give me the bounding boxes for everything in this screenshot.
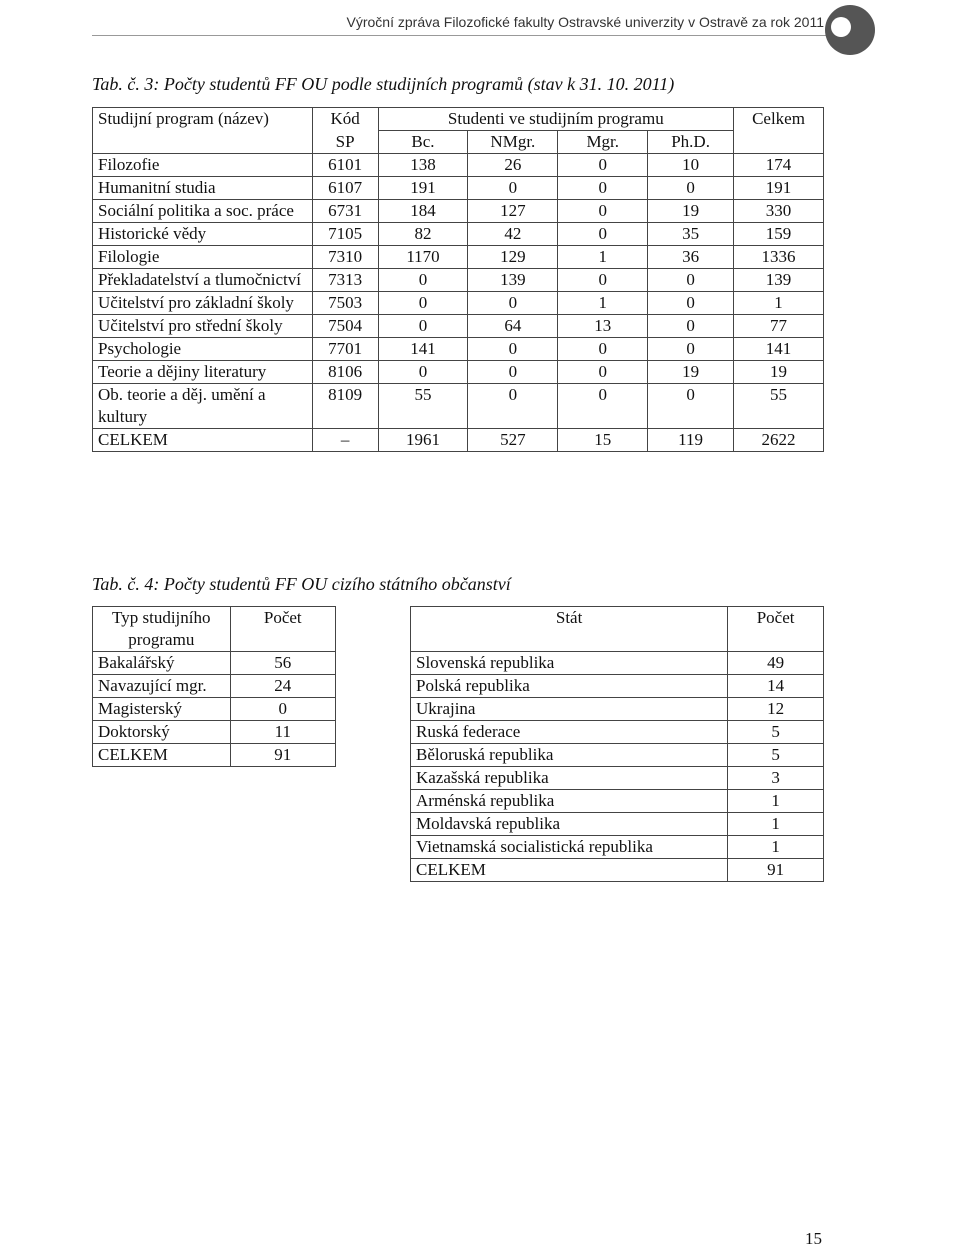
table4-program-table — [92, 606, 336, 767]
count-nmgr: 129 — [468, 246, 558, 269]
table-row — [411, 675, 824, 698]
count-mgr: 0 — [558, 338, 648, 361]
program-code: – — [312, 429, 378, 452]
count-bc: 141 — [378, 338, 468, 361]
country-count: 5 — [728, 744, 824, 767]
program-name: Překladatelství a tlumočnictví — [93, 269, 313, 292]
table-row — [93, 698, 336, 721]
table-row — [93, 292, 824, 315]
count-nmgr: 0 — [468, 292, 558, 315]
country-count: 3 — [728, 767, 824, 790]
table-row — [93, 246, 824, 269]
program-name: Humanitní studia — [93, 177, 313, 200]
table3-header-program: Studijní program (název) — [93, 108, 313, 131]
table3-header-bc: Bc. — [378, 131, 468, 154]
table-row — [93, 652, 336, 675]
table4-header-count-left: Počet — [230, 607, 335, 652]
table-row — [93, 361, 824, 384]
country-count: 91 — [728, 859, 824, 882]
table3-header-total: Celkem — [734, 108, 824, 131]
program-code: 7701 — [312, 338, 378, 361]
count-total: 1 — [734, 292, 824, 315]
count-bc: 0 — [378, 269, 468, 292]
count-mgr: 0 — [558, 177, 648, 200]
program-name: Teorie a dějiny literatury — [93, 361, 313, 384]
table-row — [411, 859, 824, 882]
country-count: 1 — [728, 790, 824, 813]
program-code: 7313 — [312, 269, 378, 292]
count-bc: 191 — [378, 177, 468, 200]
program-code: 8109 — [312, 384, 378, 429]
table4-caption: Tab. č. 4: Počty studentů FF OU cizího státního občanství — [92, 574, 511, 594]
count-mgr: 0 — [558, 223, 648, 246]
count-bc: 0 — [378, 292, 468, 315]
count-total: 2622 — [734, 429, 824, 452]
count-phd: 0 — [648, 384, 734, 429]
country-name: Moldavská republika — [411, 813, 728, 836]
table-row — [411, 652, 824, 675]
count-bc: 0 — [378, 315, 468, 338]
count-nmgr: 527 — [468, 429, 558, 452]
table-row — [93, 429, 824, 452]
count-phd: 35 — [648, 223, 734, 246]
count-mgr: 15 — [558, 429, 648, 452]
count-phd: 0 — [648, 177, 734, 200]
count-nmgr: 0 — [468, 384, 558, 429]
program-code: 7310 — [312, 246, 378, 269]
count-mgr: 1 — [558, 292, 648, 315]
table-row — [411, 767, 824, 790]
header-rule — [92, 35, 830, 36]
count-phd: 10 — [648, 154, 734, 177]
country-name: Kazašská republika — [411, 767, 728, 790]
table-row — [411, 813, 824, 836]
country-count: 14 — [728, 675, 824, 698]
count-bc: 82 — [378, 223, 468, 246]
program-type: Bakalářský — [93, 652, 231, 675]
country-name: CELKEM — [411, 859, 728, 882]
count-mgr: 1 — [558, 246, 648, 269]
table-row — [93, 338, 824, 361]
country-count: 5 — [728, 721, 824, 744]
running-header: Výroční zpráva Filozofické fakulty Ostravské univerzity v Ostravě za rok 2011 — [346, 14, 824, 30]
count-mgr: 13 — [558, 315, 648, 338]
count-phd: 0 — [648, 292, 734, 315]
country-count: 1 — [728, 836, 824, 859]
table4-header-type: Typ studijního programu — [93, 607, 231, 652]
page-number: 15 — [805, 1229, 822, 1248]
program-type: CELKEM — [93, 744, 231, 767]
program-name: Filologie — [93, 246, 313, 269]
program-name: Ob. teorie a děj. umění a kultury — [93, 384, 313, 429]
program-count: 24 — [230, 675, 335, 698]
table4-header-state: Stát — [411, 607, 728, 652]
count-nmgr: 127 — [468, 200, 558, 223]
country-name: Ukrajina — [411, 698, 728, 721]
table-row — [93, 269, 824, 292]
country-count: 12 — [728, 698, 824, 721]
country-name: Vietnamská socialistická republika — [411, 836, 728, 859]
country-name: Slovenská republika — [411, 652, 728, 675]
country-name: Ruská federace — [411, 721, 728, 744]
country-count: 49 — [728, 652, 824, 675]
count-total: 191 — [734, 177, 824, 200]
count-total: 1336 — [734, 246, 824, 269]
count-total: 77 — [734, 315, 824, 338]
program-name: Učitelství pro střední školy — [93, 315, 313, 338]
count-mgr: 0 — [558, 154, 648, 177]
count-total: 174 — [734, 154, 824, 177]
table3-header-code-sp: SP — [312, 131, 378, 154]
table3-caption: Tab. č. 3: Počty studentů FF OU podle studijních programů (stav k 31. 10. 2011) — [92, 74, 675, 94]
count-phd: 19 — [648, 200, 734, 223]
table-row — [93, 675, 336, 698]
table4-header-count-right: Počet — [728, 607, 824, 652]
table3-header-students: Studenti ve studijním programu — [378, 108, 733, 131]
count-nmgr: 64 — [468, 315, 558, 338]
count-phd: 0 — [648, 338, 734, 361]
count-phd: 36 — [648, 246, 734, 269]
count-bc: 184 — [378, 200, 468, 223]
table-row — [93, 721, 336, 744]
program-name: CELKEM — [93, 429, 313, 452]
table3 — [92, 107, 824, 452]
program-code: 6107 — [312, 177, 378, 200]
count-phd: 0 — [648, 315, 734, 338]
table-row — [411, 721, 824, 744]
count-nmgr: 0 — [468, 361, 558, 384]
table4-country-table — [410, 606, 824, 882]
count-phd: 19 — [648, 361, 734, 384]
count-total: 159 — [734, 223, 824, 246]
table-row — [93, 154, 824, 177]
program-name: Sociální politika a soc. práce — [93, 200, 313, 223]
table3-header-phd: Ph.D. — [648, 131, 734, 154]
program-name: Učitelství pro základní školy — [93, 292, 313, 315]
count-total: 139 — [734, 269, 824, 292]
count-mgr: 0 — [558, 269, 648, 292]
program-code: 7105 — [312, 223, 378, 246]
country-name: Běloruská republika — [411, 744, 728, 767]
program-name: Filozofie — [93, 154, 313, 177]
table-row — [411, 836, 824, 859]
count-mgr: 0 — [558, 361, 648, 384]
count-total: 55 — [734, 384, 824, 429]
program-type: Navazující mgr. — [93, 675, 231, 698]
table-row — [93, 177, 824, 200]
table-row — [93, 223, 824, 246]
count-nmgr: 26 — [468, 154, 558, 177]
count-phd: 119 — [648, 429, 734, 452]
count-mgr: 0 — [558, 384, 648, 429]
table-row — [93, 315, 824, 338]
program-code: 6101 — [312, 154, 378, 177]
table-row — [93, 384, 824, 429]
country-name: Polská republika — [411, 675, 728, 698]
count-phd: 0 — [648, 269, 734, 292]
country-name: Arménská republika — [411, 790, 728, 813]
table-row — [93, 744, 336, 767]
count-bc: 1961 — [378, 429, 468, 452]
count-bc: 1170 — [378, 246, 468, 269]
program-count: 11 — [230, 721, 335, 744]
program-type: Magisterský — [93, 698, 231, 721]
count-bc: 138 — [378, 154, 468, 177]
count-total: 330 — [734, 200, 824, 223]
program-count: 91 — [230, 744, 335, 767]
program-name: Historické vědy — [93, 223, 313, 246]
count-nmgr: 42 — [468, 223, 558, 246]
program-code: 8106 — [312, 361, 378, 384]
count-total: 19 — [734, 361, 824, 384]
program-code: 6731 — [312, 200, 378, 223]
count-total: 141 — [734, 338, 824, 361]
program-code: 7504 — [312, 315, 378, 338]
table3-header-mgr: Mgr. — [558, 131, 648, 154]
table-row — [411, 744, 824, 767]
count-bc: 55 — [378, 384, 468, 429]
count-mgr: 0 — [558, 200, 648, 223]
program-type: Doktorský — [93, 721, 231, 744]
count-nmgr: 0 — [468, 338, 558, 361]
country-count: 1 — [728, 813, 824, 836]
table3-header-code: Kód — [312, 108, 378, 131]
table-row — [93, 200, 824, 223]
program-count: 56 — [230, 652, 335, 675]
table-row — [411, 790, 824, 813]
count-bc: 0 — [378, 361, 468, 384]
program-count: 0 — [230, 698, 335, 721]
program-code: 7503 — [312, 292, 378, 315]
table-row — [411, 698, 824, 721]
table3-header-nmgr: NMgr. — [468, 131, 558, 154]
program-name: Psychologie — [93, 338, 313, 361]
count-nmgr: 139 — [468, 269, 558, 292]
header-logo-circle — [825, 5, 875, 55]
count-nmgr: 0 — [468, 177, 558, 200]
